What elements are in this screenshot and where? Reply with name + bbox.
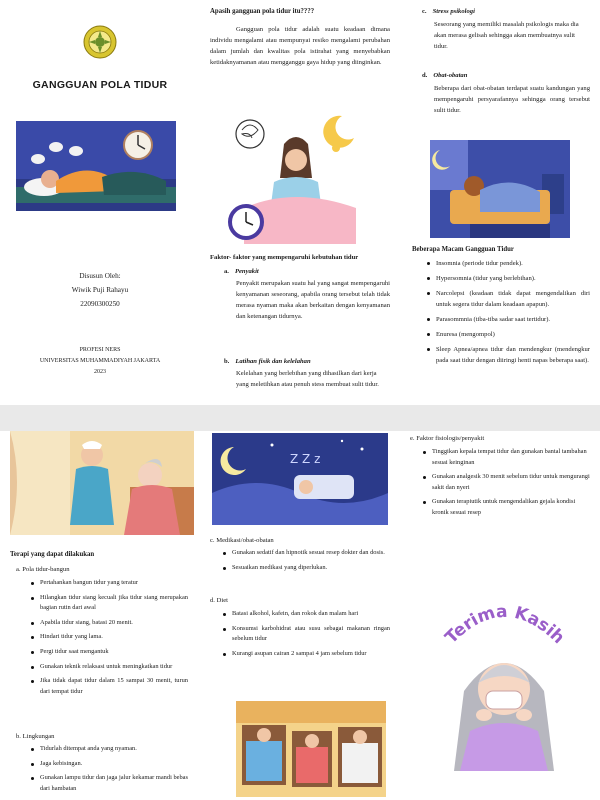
back-middle-panel — [208, 431, 400, 800]
factor-c-title: c. Stress psikologi — [422, 8, 475, 15]
factor-a-text: Penyakit merupakan suatu hal yang sangat mempengaruhi kenyamanan seseorang, apabila orang tersebut telah tidak merasa nyaman maka akan berkaitan dengan kenyamanan dan ketenangan tidurnya. — [236, 280, 390, 320]
sleeping-man-illustration — [16, 121, 176, 211]
therapy-b-list — [28, 744, 188, 798]
list-item: Enuresa (mengompol) — [424, 329, 590, 340]
intro-heading: Apasih gangguan pola tidur itu???? — [210, 8, 315, 15]
list-item: Kurangi asupan cairan 2 sampai 4 jam sebelum tidur — [220, 649, 390, 660]
thank-you-illustration — [434, 591, 574, 771]
list-item: Tidurlah ditempat anda yang nyaman. — [28, 744, 188, 755]
factor-d-text: Beberapa dari obat-obatan terdapat suatu kandungan yang mempengaruhi persyarafannya sehingga orang tersebut sulit tidur. — [434, 85, 590, 114]
types-list — [424, 258, 590, 370]
list-item: Jika tidak dapat tidur dalam 15 sampai 30 menit, turun dari tempat tidur — [28, 676, 188, 697]
back-left-panel — [0, 431, 204, 800]
thanks-text: Terima Kasih — [441, 601, 569, 649]
therapy-d-list — [220, 609, 390, 663]
list-item: Pergi tidur saat mengantuk — [28, 647, 188, 658]
middle-panel — [206, 6, 396, 405]
night-sleep-illustration — [212, 433, 388, 525]
author-name: Wiwik Puji Rahayu — [71, 286, 129, 294]
author-id: 22090300250 — [80, 300, 120, 308]
therapy-c-list — [220, 548, 390, 577]
list-item: Gunakan lampu tidur dan jaga jalur kekamar mandi bebas dari hambatan — [28, 773, 188, 794]
cover-panel — [0, 0, 200, 405]
restless-sleeper-illustration — [430, 140, 570, 238]
program-name: PROFESI NERS — [79, 347, 121, 353]
list-item: Pertahankan bangun tidur yang teratur — [28, 578, 188, 589]
list-item: Gunakan analgesik 30 menit sebelum tidur untuk mengurangi sakit dan nyeri — [420, 472, 590, 493]
factor-b-title: b. Latihan fisik dan kelelahan — [224, 358, 311, 365]
list-item: Batasi alkohol, kafein, dan rokok dan malam hari — [220, 609, 390, 620]
list-item: Gunakan sedatif dan hipnotik sesuai resep dokter dan dosis. — [220, 548, 390, 559]
list-item: Hindari tidur yang lama. — [28, 632, 188, 643]
intro-paragraph: Gangguan pola tidur adalah suatu keadaan dimana individu mengalami atau mempunyai resiko mengalami perubahan dalam jumlah dan kwalitas pola istirahat yang menyebabkan ketidaknyamanan atau mengganggu gaya hidup yang diinginkan. — [210, 26, 390, 66]
university-name: UNIVERSITAS MUHAMMADIYAH JAKARTA — [39, 358, 161, 364]
list-item: Konsumsi karbohidrat atau susu sebagai makanan ringan sebelum tidur — [220, 624, 390, 645]
nurse-patient-illustration — [10, 431, 194, 535]
university-logo-icon — [83, 25, 117, 59]
factor-a-title: a. Penyakit — [224, 268, 259, 275]
therapy-e-list — [420, 447, 590, 523]
back-right-panel — [404, 431, 600, 800]
therapy-e-label: e. Faktor fisiologis/penyakit — [410, 435, 485, 442]
therapy-b-label: b. Lingkungan — [16, 733, 55, 740]
cover-title: GANGGUAN POLA TIDUR — [32, 79, 168, 91]
author-label: Disusun Oleh: — [79, 272, 121, 280]
therapy-a-label: a. Pola tidur-bangun — [16, 566, 70, 573]
list-item: Sesuaikan medikasi yang diperlukan. — [220, 563, 390, 574]
children-sleeping-illustration — [236, 701, 386, 797]
list-item: Apabila tidur siang, batasi 20 menit. — [28, 618, 188, 629]
therapy-a-list — [28, 578, 188, 701]
therapy-d-label: d. Diet — [210, 597, 228, 604]
svg-text:Terima Kasih — [442, 602, 569, 648]
factors-heading: Faktor- faktor yang mempengaruhi kebutuhan tidur — [210, 254, 359, 261]
list-item: Gunakan terapiutik untuk mengendalikan gejala kondisi kronik sesuai resep — [420, 497, 590, 518]
factor-c-text: Seseorang yang memiliki masalah psikologis maka dia akan merasa gelisah sehingga akan membuatnya sulit tidur. — [434, 21, 579, 50]
list-item: Sleep Apnea/apnea tidur dan mendengkur (mendengkur pada saat tidur dengan diiringi henti napas beberapa saat). — [424, 344, 590, 366]
list-item: Hypersomnia (tidur yang berlebihan). — [424, 273, 590, 284]
factor-d-title: d. Obat-obatan — [422, 72, 468, 79]
year: 2023 — [94, 369, 106, 375]
list-item: Hilangkan tidur siang kecuali jika tidur siang merupakan bagian rutin dari awal — [28, 593, 188, 614]
list-item: Parasommnia (tiba-tiba sadar saat tertidur). — [424, 314, 590, 325]
types-heading: Beberapa Macam Gangguan Tidur — [412, 246, 514, 253]
page-divider — [0, 405, 600, 431]
list-item: Jaga kebisingan. — [28, 759, 188, 770]
right-panel — [408, 6, 594, 405]
list-item: Tinggikan kepala tempat tidur dan gunakan bantal tambahan sesuai keinginan — [420, 447, 590, 468]
list-item: Insomnia (periode tidur pendek). — [424, 258, 590, 269]
list-item: Narcolepsi (keadaan tidak dapat mengendalikan diri untuk segera tidur dalam keadaan apapun). — [424, 288, 590, 310]
therapy-heading: Terapi yang dapat dilakukan — [10, 551, 95, 558]
list-item: Gunakan teknik relaksasi untuk meningkatkan tidur — [28, 662, 188, 673]
worried-woman-illustration — [224, 104, 364, 244]
factor-b-text: Kelelahan yang berlebihan yang dihasilkan dari kerja yang meletihkan atau penuh stess membuat sulit tidur. — [236, 370, 379, 388]
therapy-c-label: c. Medikasi/obat-obatan — [210, 537, 274, 544]
svg-text:Z Z z: Z Z z — [290, 452, 321, 466]
